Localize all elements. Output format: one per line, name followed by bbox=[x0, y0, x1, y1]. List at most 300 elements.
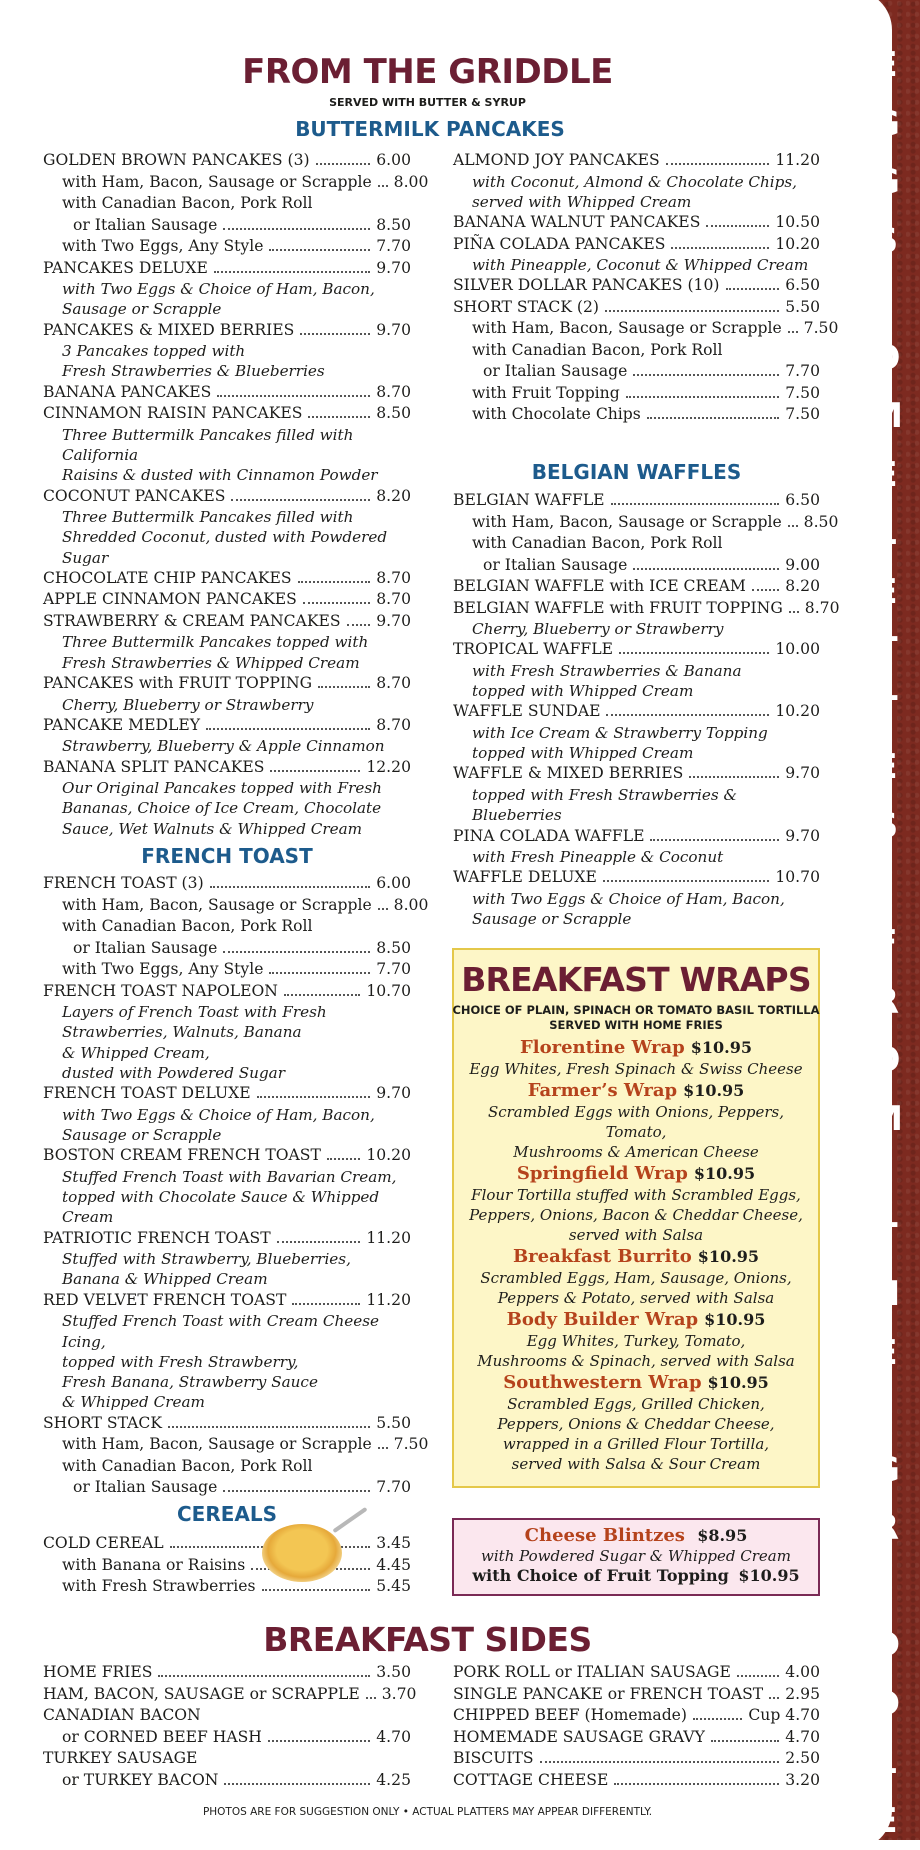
item-price: 5.50 bbox=[785, 297, 820, 316]
menu-item bbox=[453, 275, 820, 297]
dot-leader bbox=[789, 611, 799, 613]
dot-leader bbox=[277, 1241, 361, 1243]
item-description: with Fresh Pineapple & Coconut bbox=[472, 848, 724, 867]
item-price: 7.50 bbox=[393, 1435, 429, 1454]
item-name: with Banana or Raisins bbox=[62, 1555, 246, 1574]
item-description: with Two Eggs & Choice of Ham, Bacon, bbox=[62, 1105, 375, 1124]
dot-leader bbox=[206, 728, 370, 730]
dot-leader bbox=[231, 499, 370, 501]
side-banner-letter: T bbox=[874, 630, 898, 671]
item-price: 8.70 bbox=[804, 598, 840, 617]
item-name: PIÑA COLADA PANCAKES bbox=[453, 234, 666, 253]
wraps-subtitle-1: CHOICE OF PLAIN, SPINACH OR TOMATO BASIL TORTILLA bbox=[452, 1003, 820, 1017]
wrap-description: Peppers, Onions, Bacon & Cheddar Cheese, bbox=[469, 1206, 803, 1224]
item-price: 10.20 bbox=[775, 234, 820, 253]
wrap-description: Flour Tortilla stuffed with Scrambled Eggs, bbox=[471, 1186, 801, 1204]
item-name: CHOCOLATE CHIP PANCAKES bbox=[43, 568, 292, 587]
item-description: Cherry, Blueberry or Strawberry bbox=[62, 695, 314, 714]
item-description: Sausage or Scrapple bbox=[62, 1125, 222, 1144]
pancakes-title: BUTTERMILK PANCAKES bbox=[295, 117, 565, 141]
item-name: BOSTON CREAM FRENCH TOAST bbox=[43, 1146, 321, 1165]
wrap-name: Springfield Wrap $10.95 bbox=[516, 1163, 756, 1184]
side-banner-letter: G bbox=[872, 1449, 900, 1490]
side-banner-text bbox=[852, 45, 920, 1841]
dot-leader bbox=[726, 288, 780, 290]
item-description: Fresh Strawberries & Whipped Cream bbox=[62, 653, 360, 672]
menu-item-option bbox=[453, 340, 820, 362]
item-price: 3.50 bbox=[376, 1663, 411, 1681]
dot-leader bbox=[268, 1740, 370, 1742]
item-price: 11.20 bbox=[366, 1290, 411, 1309]
pancakes-left-list bbox=[43, 150, 429, 839]
menu-item bbox=[43, 981, 411, 1003]
item-price: 10.20 bbox=[366, 1146, 411, 1165]
dot-leader bbox=[298, 581, 371, 583]
item-price: 4.25 bbox=[376, 1770, 411, 1789]
item-price: 8.70 bbox=[376, 568, 411, 587]
dot-leader bbox=[223, 1490, 370, 1492]
griddle-subtitle: SERVED WITH BUTTER & SYRUP bbox=[329, 96, 526, 109]
sides-right-list bbox=[453, 1662, 820, 1791]
wrap-item bbox=[458, 1079, 814, 1162]
footnote: PHOTOS ARE FOR SUGGESTION ONLY • ACTUAL PLATTERS MAY APPEAR DIFFERENTLY. bbox=[202, 1806, 653, 1818]
item-name: ALMOND JOY PANCAKES bbox=[453, 151, 660, 169]
item-price: 5.50 bbox=[376, 1413, 411, 1432]
wrap-description: Egg Whites, Fresh Spinach & Swiss Cheese bbox=[469, 1060, 803, 1078]
item-price: 8.50 bbox=[376, 938, 411, 957]
item-name: FRENCH TOAST (3) bbox=[43, 874, 204, 892]
wrap-description: Scrambled Eggs, Grilled Chicken, bbox=[507, 1395, 765, 1413]
item-name: HAM, BACON, SAUSAGE or SCRAPPLE bbox=[43, 1684, 360, 1703]
wraps-subtitle-2: SERVED WITH HOME FRIES bbox=[549, 1018, 723, 1032]
item-description: Three Buttermilk Pancakes filled with bbox=[62, 508, 354, 527]
dot-leader bbox=[606, 714, 769, 716]
wrap-name: Florentine Wrap $10.95 bbox=[520, 1037, 752, 1058]
sides-left-list bbox=[43, 1662, 417, 1791]
item-price: 2.50 bbox=[785, 1749, 820, 1767]
item-name: with Ham, Bacon, Sausage or Scrapple bbox=[62, 895, 372, 914]
item-price: 7.70 bbox=[785, 362, 820, 381]
item-price: 8.00 bbox=[393, 895, 429, 914]
menu-item bbox=[453, 234, 820, 256]
item-name: SINGLE PANCAKE or FRENCH TOAST bbox=[453, 1684, 764, 1703]
dot-leader bbox=[223, 228, 370, 230]
side-banner-letter: T bbox=[874, 1215, 898, 1256]
item-name: PANCAKE MEDLEY bbox=[43, 715, 201, 734]
item-description: Stuffed French Toast with Bavarian Cream, bbox=[62, 1167, 397, 1186]
blintzes-option: with Choice of Fruit Topping bbox=[472, 1566, 729, 1585]
item-name: PANCAKES with FRUIT TOPPING bbox=[43, 674, 313, 693]
item-name: CANADIAN BACON bbox=[43, 1706, 201, 1724]
item-price: 4.70 bbox=[376, 1727, 411, 1746]
item-description: with Two Eggs & Choice of Ham, Bacon, bbox=[62, 280, 375, 298]
dot-leader bbox=[168, 1426, 370, 1428]
dot-leader bbox=[378, 908, 388, 910]
dot-leader bbox=[650, 839, 779, 841]
item-description: dusted with Powdered Sugar bbox=[62, 1063, 285, 1082]
item-name: PANCAKES DELUXE bbox=[43, 258, 208, 277]
side-banner-letter: I bbox=[879, 1566, 893, 1607]
item-price: 8.20 bbox=[785, 577, 820, 595]
menu-item bbox=[453, 490, 820, 512]
item-description: Bananas, Choice of Ice Cream, Chocolate bbox=[62, 799, 382, 818]
side-banner-letter: R bbox=[872, 1508, 900, 1549]
item-name: with Ham, Bacon, Sausage or Scrapple bbox=[62, 1435, 372, 1454]
item-price: 6.50 bbox=[785, 276, 820, 295]
menu-item bbox=[43, 611, 411, 633]
item-description: Strawberry, Blueberry & Apple Cinnamon bbox=[62, 737, 385, 756]
item-price: 7.50 bbox=[785, 405, 820, 424]
dot-leader bbox=[284, 994, 360, 996]
dot-leader bbox=[706, 225, 769, 227]
item-price: 8.20 bbox=[376, 486, 411, 505]
item-description: topped with Chocolate Sauce & Whipped Cream bbox=[62, 1188, 380, 1227]
menu-item bbox=[43, 150, 411, 172]
dot-leader bbox=[603, 880, 769, 882]
menu-item bbox=[43, 1533, 411, 1555]
wrap-price: $10.95 bbox=[707, 1373, 769, 1392]
dot-leader bbox=[316, 163, 371, 165]
item-price: 5.45 bbox=[376, 1577, 411, 1595]
wrap-description: Peppers, Onions & Cheddar Cheese, bbox=[497, 1415, 775, 1433]
dot-leader bbox=[737, 1675, 779, 1677]
waffles-title: BELGIAN WAFFLES bbox=[531, 460, 742, 484]
item-name: BISCUITS bbox=[453, 1749, 534, 1767]
pancakes-right-list bbox=[453, 150, 839, 426]
item-price: 3.70 bbox=[381, 1684, 417, 1703]
item-name: COTTAGE CHEESE bbox=[453, 1770, 609, 1789]
side-banner-letter bbox=[852, 1160, 920, 1194]
dot-leader bbox=[605, 310, 779, 312]
item-price: 4.00 bbox=[785, 1663, 820, 1681]
item-name: or TURKEY BACON bbox=[62, 1770, 219, 1789]
item-description: Shredded Coconut, dusted with Powdered Sugar bbox=[62, 528, 388, 567]
wrap-item bbox=[458, 1371, 814, 1474]
menu-item bbox=[453, 701, 820, 723]
item-description: with Coconut, Almond & Chocolate Chips, bbox=[472, 172, 797, 191]
item-name: with Canadian Bacon, Pork Roll bbox=[472, 340, 723, 359]
dot-leader bbox=[666, 163, 770, 165]
wrap-description: served with Salsa bbox=[568, 1226, 704, 1244]
item-price: 11.20 bbox=[366, 1228, 411, 1247]
item-price: 8.70 bbox=[376, 674, 411, 693]
menu-item-option bbox=[453, 512, 839, 534]
item-name: TROPICAL WAFFLE bbox=[453, 640, 613, 659]
item-price: 9.70 bbox=[785, 764, 820, 783]
menu-item bbox=[453, 1748, 820, 1770]
dot-leader bbox=[540, 1761, 780, 1763]
item-price: 8.50 bbox=[376, 215, 411, 234]
item-price: 8.70 bbox=[376, 715, 411, 734]
item-description: Raisins & dusted with Cinnamon Powder bbox=[62, 466, 378, 485]
menu-item bbox=[43, 1083, 411, 1105]
menu-item-option bbox=[453, 361, 820, 383]
item-name: HOMEMADE SAUSAGE GRAVY bbox=[453, 1727, 705, 1746]
dot-leader bbox=[224, 1783, 370, 1785]
item-name: or Italian Sausage bbox=[73, 1478, 218, 1497]
dot-leader bbox=[303, 602, 370, 604]
item-name: HOME FRIES bbox=[43, 1663, 153, 1681]
item-price: 8.00 bbox=[393, 172, 429, 191]
item-name: COCONUT PANCAKES bbox=[43, 486, 226, 505]
item-price: 9.70 bbox=[785, 826, 820, 845]
item-price: 7.70 bbox=[376, 1478, 411, 1497]
wrap-description: Mushrooms & Spinach, served with Salsa bbox=[477, 1352, 795, 1370]
item-price: 8.50 bbox=[376, 404, 411, 423]
dot-leader bbox=[366, 1697, 376, 1699]
wrap-description: wrapped in a Grilled Flour Tortilla, bbox=[502, 1435, 770, 1453]
item-name: with Canadian Bacon, Pork Roll bbox=[62, 1456, 313, 1475]
side-banner-letter: O bbox=[871, 337, 901, 378]
dot-leader bbox=[262, 1589, 371, 1591]
menu-item bbox=[43, 1684, 417, 1706]
item-description: & Whipped Cream, bbox=[62, 1043, 210, 1062]
dot-leader bbox=[689, 776, 779, 778]
side-banner-letter bbox=[852, 1394, 920, 1428]
menu-item-option bbox=[43, 1727, 411, 1749]
item-description: topped with Fresh Strawberry, bbox=[62, 1352, 299, 1371]
side-banner-letter: O bbox=[871, 1040, 901, 1081]
side-banner-letter: D bbox=[871, 1683, 901, 1724]
menu-item-option bbox=[43, 916, 411, 938]
menu-item bbox=[43, 715, 411, 737]
menu-item bbox=[43, 403, 411, 425]
menu-item bbox=[43, 1662, 411, 1684]
menu-item-option bbox=[43, 1555, 411, 1577]
item-name: FRENCH TOAST DELUXE bbox=[43, 1084, 251, 1103]
item-name: SHORT STACK bbox=[43, 1413, 162, 1432]
menu-item-option bbox=[43, 1456, 411, 1478]
side-banner-letter: M bbox=[869, 396, 903, 437]
side-banner-letter: M bbox=[869, 1098, 903, 1139]
menu-item-option bbox=[43, 895, 429, 917]
wrap-description: Peppers & Potato, served with Salsa bbox=[497, 1289, 775, 1307]
blintzes-price: $8.95 bbox=[697, 1526, 748, 1545]
side-banner-letter: E bbox=[874, 571, 898, 612]
menu-item-option bbox=[43, 1770, 411, 1792]
item-description: Our Original Pancakes topped with Fresh bbox=[62, 779, 382, 798]
item-price: 7.70 bbox=[376, 960, 411, 978]
menu-item bbox=[43, 1290, 411, 1312]
wrap-description: Scrambled Eggs, Ham, Sausage, Onions, bbox=[480, 1269, 792, 1287]
item-description: with Pineapple, Coconut & Whipped Cream bbox=[472, 256, 809, 275]
item-name: with Fresh Strawberries bbox=[62, 1577, 256, 1595]
menu-item-option bbox=[453, 533, 820, 555]
item-name: BANANA WALNUT PANCAKES bbox=[453, 213, 701, 232]
menu-item bbox=[43, 673, 411, 695]
wraps-title: BREAKFAST WRAPS bbox=[461, 960, 811, 999]
menu-item bbox=[453, 1684, 820, 1706]
menu-item bbox=[453, 212, 820, 234]
menu-item bbox=[43, 1705, 411, 1727]
french-toast-list bbox=[43, 873, 429, 1499]
menu-item bbox=[43, 1145, 411, 1167]
menu-item bbox=[453, 826, 820, 848]
wrap-price: $10.95 bbox=[693, 1164, 756, 1183]
menu-item bbox=[43, 757, 411, 779]
dot-leader bbox=[611, 503, 780, 505]
wrap-description: Egg Whites, Turkey, Tomato, bbox=[526, 1332, 746, 1350]
dot-leader bbox=[257, 1096, 371, 1098]
dot-leader bbox=[292, 1303, 360, 1305]
wrap-description: Scrambled Eggs with Onions, Peppers, Tomato, bbox=[487, 1103, 785, 1141]
menu-item bbox=[43, 589, 411, 611]
wrap-name: Breakfast Burrito $10.95 bbox=[512, 1246, 760, 1267]
wrap-name: Farmer’s Wrap $10.95 bbox=[527, 1080, 745, 1101]
item-name: BANANA SPLIT PANCAKES bbox=[43, 757, 265, 776]
wrap-description: served with Salsa & Sour Cream bbox=[511, 1455, 761, 1473]
side-banner-letter: E bbox=[874, 454, 898, 495]
item-description: Three Buttermilk Pancakes topped with bbox=[62, 633, 369, 652]
menu-item-option bbox=[453, 318, 839, 340]
wrap-price: $10.95 bbox=[704, 1310, 766, 1329]
menu-item bbox=[43, 1413, 411, 1435]
item-price: 8.70 bbox=[376, 382, 411, 401]
menu-item bbox=[453, 639, 820, 661]
item-name: with Chocolate Chips bbox=[472, 405, 641, 424]
item-price: 10.70 bbox=[775, 868, 820, 887]
item-description: Sausage or Scrapple bbox=[472, 910, 632, 929]
dot-leader bbox=[158, 1675, 370, 1677]
dot-leader bbox=[671, 247, 769, 249]
menu-item-option bbox=[43, 938, 411, 960]
dot-leader bbox=[752, 589, 779, 591]
wrap-name: Body Builder Wrap $10.95 bbox=[506, 1309, 766, 1330]
menu-item bbox=[43, 486, 411, 508]
side-banner-letter: D bbox=[871, 1625, 901, 1666]
item-price: Cup 4.70 bbox=[748, 1706, 820, 1724]
dot-leader bbox=[318, 686, 370, 688]
side-banner-letter: S bbox=[873, 805, 899, 846]
wrap-item bbox=[458, 1308, 814, 1371]
menu-item bbox=[453, 1727, 820, 1749]
menu-item bbox=[43, 258, 411, 280]
item-price: 9.70 bbox=[376, 258, 411, 277]
dot-leader bbox=[647, 417, 779, 419]
side-banner-letter: G bbox=[872, 162, 900, 203]
side-banner-letter: R bbox=[872, 981, 900, 1022]
item-name: TURKEY SAUSAGE bbox=[43, 1749, 198, 1767]
item-price: 3.45 bbox=[376, 1534, 411, 1552]
item-name: BELGIAN WAFFLE with ICE CREAM bbox=[453, 577, 746, 595]
dot-leader bbox=[347, 624, 371, 626]
griddle-title: FROM THE GRIDDLE bbox=[242, 52, 613, 92]
dot-leader bbox=[214, 271, 370, 273]
item-price: 8.50 bbox=[803, 512, 839, 531]
item-price: 10.00 bbox=[775, 640, 820, 659]
wrap-item bbox=[458, 1162, 814, 1245]
blintzes-box bbox=[452, 1518, 820, 1596]
item-price: 6.00 bbox=[376, 874, 411, 892]
dot-leader bbox=[626, 396, 780, 398]
side-banner-letter: E bbox=[874, 1800, 898, 1841]
item-name: GOLDEN BROWN PANCAKES (3) bbox=[43, 151, 310, 169]
item-description: topped with Whipped Cream bbox=[472, 744, 694, 763]
wrap-price: $10.95 bbox=[697, 1247, 760, 1266]
item-name: PATRIOTIC FRENCH TOAST bbox=[43, 1228, 271, 1247]
item-name: with Canadian Bacon, Pork Roll bbox=[62, 194, 313, 212]
blintzes-name: Cheese Blintzes bbox=[524, 1525, 685, 1546]
item-name: or Italian Sausage bbox=[483, 555, 628, 574]
blintzes-option-price: $10.95 bbox=[738, 1566, 800, 1585]
item-name: WAFFLE DELUXE bbox=[453, 868, 597, 887]
item-description: topped with Whipped Cream bbox=[472, 682, 694, 701]
dot-leader bbox=[769, 1697, 779, 1699]
side-banner-letter: G bbox=[872, 103, 900, 144]
dot-leader bbox=[217, 395, 370, 397]
menu-item bbox=[453, 1662, 820, 1684]
item-description: 3 Pancakes topped with bbox=[62, 342, 246, 361]
item-name: WAFFLE SUNDAE bbox=[453, 702, 601, 721]
item-description: served with Whipped Cream bbox=[472, 192, 692, 211]
item-name: COLD CEREAL bbox=[43, 1534, 164, 1552]
item-name: with Ham, Bacon, Sausage or Scrapple bbox=[472, 319, 782, 338]
item-name: SHORT STACK (2) bbox=[453, 297, 600, 316]
wrap-price: $10.95 bbox=[683, 1081, 745, 1100]
wrap-price: $10.95 bbox=[690, 1038, 752, 1057]
item-price: 2.95 bbox=[785, 1684, 820, 1703]
dot-leader bbox=[619, 652, 769, 654]
dot-leader bbox=[270, 770, 360, 772]
blintzes-desc: with Powdered Sugar & Whipped Cream bbox=[481, 1547, 791, 1565]
item-name: BELGIAN WAFFLE bbox=[453, 491, 605, 509]
dot-leader bbox=[210, 886, 371, 888]
side-banner-letter: L bbox=[875, 1742, 897, 1783]
item-price: 7.50 bbox=[785, 383, 820, 402]
menu-item bbox=[43, 1228, 411, 1250]
wrap-description: Mushrooms & American Cheese bbox=[513, 1143, 759, 1161]
dot-leader bbox=[378, 1447, 388, 1449]
side-banner-letter: T bbox=[874, 688, 898, 729]
wrap-name: Southwestern Wrap $10.95 bbox=[503, 1372, 769, 1393]
item-price: 6.00 bbox=[376, 151, 411, 169]
item-name: CHIPPED BEEF (Homemade) bbox=[453, 1706, 687, 1724]
dot-leader bbox=[300, 333, 370, 335]
menu-item bbox=[453, 576, 820, 598]
item-name: APPLE CINNAMON PANCAKES bbox=[43, 590, 297, 609]
menu-item bbox=[453, 1770, 820, 1792]
menu-item bbox=[43, 568, 411, 590]
item-name: SILVER DOLLAR PANCAKES (10) bbox=[453, 276, 720, 295]
dot-leader bbox=[327, 1158, 360, 1160]
item-price: 12.20 bbox=[366, 757, 411, 776]
side-banner-letter: F bbox=[874, 922, 898, 963]
dot-leader bbox=[614, 1783, 779, 1785]
side-banner-letter: S bbox=[873, 220, 899, 261]
item-name: or Italian Sausage bbox=[73, 938, 218, 957]
item-description: Stuffed with Strawberry, Blueberries, bbox=[62, 1250, 351, 1269]
item-description: Strawberries, Walnuts, Banana bbox=[62, 1023, 302, 1042]
item-name: BELGIAN WAFFLE with FRUIT TOPPING bbox=[453, 598, 783, 617]
dot-leader bbox=[633, 568, 779, 570]
item-price: 4.45 bbox=[376, 1555, 411, 1574]
item-name: FRENCH TOAST NAPOLEON bbox=[43, 981, 278, 1000]
item-description: Cherry, Blueberry or Strawberry bbox=[472, 620, 724, 638]
wrap-item bbox=[458, 1245, 814, 1308]
cereal-bowl-photo bbox=[262, 1524, 342, 1582]
dot-leader bbox=[269, 972, 370, 974]
item-description: Fresh Banana, Strawberry Sauce bbox=[62, 1373, 318, 1392]
item-description: & Whipped Cream bbox=[62, 1393, 205, 1412]
french-toast-title: FRENCH TOAST bbox=[141, 844, 313, 868]
item-name: with Canadian Bacon, Pork Roll bbox=[472, 534, 723, 552]
cereals-title: CEREALS bbox=[176, 1502, 278, 1526]
item-name: with Fruit Topping bbox=[472, 383, 620, 402]
item-price: 7.70 bbox=[376, 237, 411, 255]
item-price: 4.70 bbox=[785, 1727, 820, 1746]
item-description: with Two Eggs & Choice of Ham, Bacon, bbox=[472, 889, 785, 908]
item-price: 9.00 bbox=[785, 555, 820, 574]
